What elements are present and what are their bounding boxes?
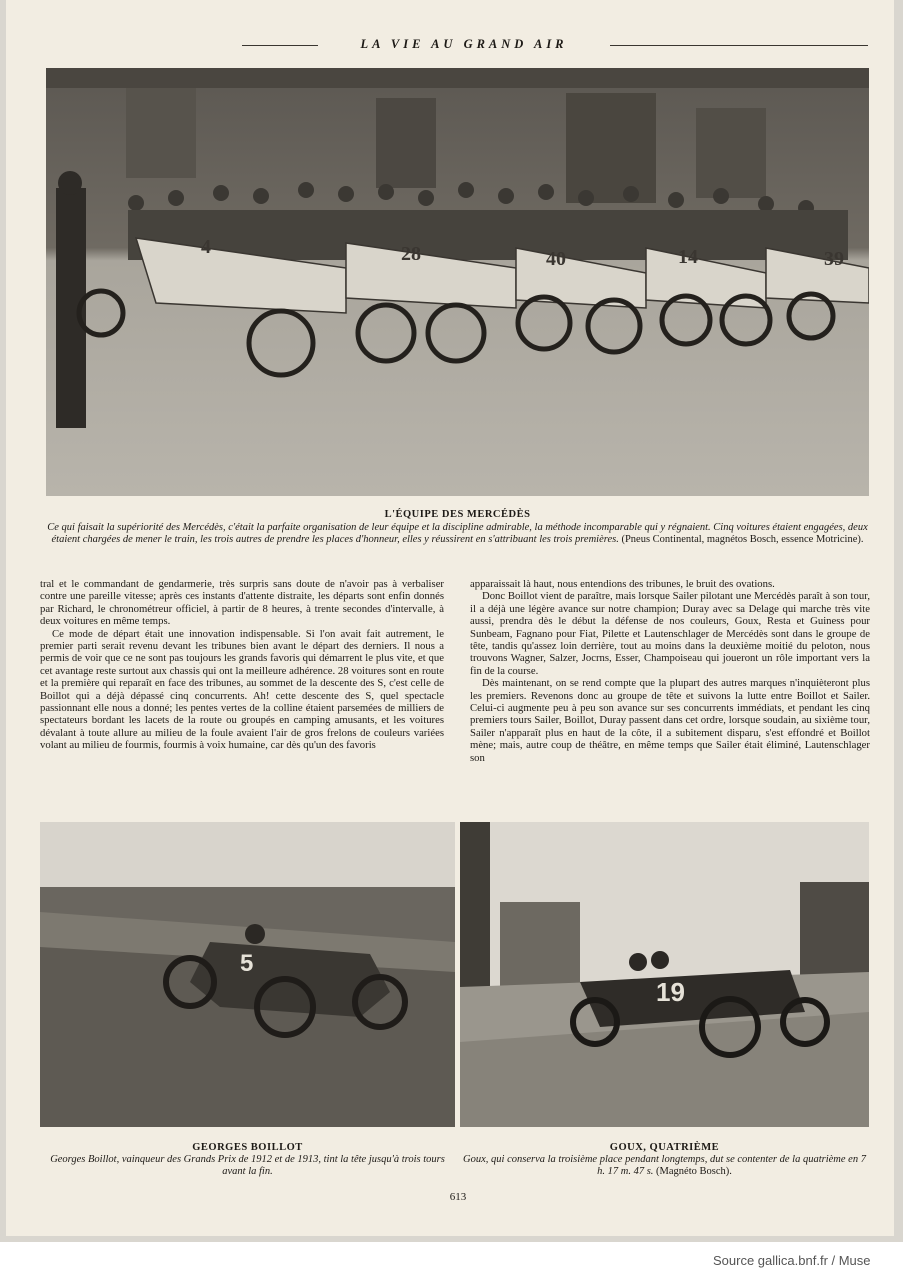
newspaper-page <box>6 0 894 1236</box>
top-caption-title: L'ÉQUIPE DES MERCÉDÈS <box>384 509 531 520</box>
article-paragraph: tral et le commandant de gendarmerie, très surpris sans doute de n'avoir pas à verbaliser contre une pareille vitesse; après ces instants d'attente distraite, les départs sont enfin donnés par Richard, le chronométreur officiel, à partir de 8 heures, à trente secondes d'intervalle, à deux voitures en même temps. <box>40 578 444 628</box>
car-number-label: 28 <box>401 243 421 265</box>
article-right-column <box>470 578 870 764</box>
top-caption-text <box>46 522 869 546</box>
goux-caption-title: GOUX, QUATRIÈME <box>609 1142 720 1153</box>
article-paragraph: Dès maintenant, on se rend compte que la plupart des autres marques n'inquièteront plus les premiers. Revenons donc au groupe de tête et suivons la lutte entre Boillot et Sailer. Celui-ci augmente peu à peu son avance sur ses concurrents immédiats, et pendant les cinq premiers tours Sailer, Boillot, Duray passent dans cet ordre, lorsque soudain, au sixième tour, Sailer n'apparaît plus en haut de la côte, il a subitement disparu, s'est effondré et Boillot mène; mais, autre coup de théâtre, en même temps que Sailer était éliminé, Lautenschlager son <box>470 677 870 764</box>
article-paragraph: Ce mode de départ était une innovation indispensable. Si l'on avait fait autrement, le premier parti serait revenu devant les tribunes bien avant le départ des derniers. Il nous a permis de voir que ce ne sont pas toujours les grands favoris qui démarrent le plus vite, et que cet avantage reste surtout aux chassis qui ont la meilleure adhérence. 28 voitures sont en route et la première qui reparaît en face des tribunes, au sommet de la descente des S, c'est celle de Boillot qui a déjà dépassé cinq concurrents. Ah! cette descente des S, quel spectacle passionnant elle nous a donné; les pentes vertes de la colline étaient parsemées de milliers de spectateurs bordant les lacets de la route ou groupés en camping amusants, et les voitures dévalant à toute allure au milieu de la foule avaient l'air de gros frelons de couleurs variées volant au milieu de fourmis, fourmis à voix humaine, car dès qu'un des favoris <box>40 627 444 752</box>
source-credit: Source gallica.bnf.fr / Muse <box>713 1253 871 1268</box>
mercedes-team-photo <box>46 68 869 496</box>
article-paragraph: Donc Boillot vient de paraître, mais lorsque Sailer pilotant une Mercédès paraît à son tour, il a déjà une légère avance sur notre champion; Duray avec sa Delage qui marche très vite aussi, prendra dès le début la défense de nos couleurs, Goux, Resta et Guiness pour Sunbeam, Fagnano pour Fiat, Pilette et Lautenschlager de Mercédès sont dans le groupe de tête, tandis qu'assez loin derrière, tout au moins dans la deuxième moitié du peloton, nous trouvons Wagner, Salzer, Jocrns, Esser, Champoiseau qui joueront un rôle important vers la fin de la course. <box>470 590 870 677</box>
car-number-label: 19 <box>656 977 685 1007</box>
car-number-label: 39 <box>824 248 844 270</box>
header-rule-left <box>242 45 318 46</box>
page-header-title: LA VIE AU GRAND AIR <box>360 37 568 51</box>
goux-caption-italic: Goux, qui conserva la troisième place pendant longtemps, dut se contenter de la quatrième en 7 h. 17 m. 47 s. <box>463 1154 866 1177</box>
article-paragraph: apparaissait là haut, nous entendions des tribunes, le bruit des ovations. <box>470 578 775 590</box>
boillot-caption-title: GEORGES BOILLOT <box>192 1142 303 1153</box>
boillot-photo <box>40 822 455 1127</box>
boillot-caption-text: Georges Boillot, vainqueur des Grands Prix de 1912 et de 1913, tint la tête jusqu'à trois tours avant la fin. <box>50 1154 445 1177</box>
car-number-label: 4 <box>201 236 211 258</box>
goux-caption-text <box>460 1154 869 1178</box>
car-number-label: 40 <box>546 248 566 270</box>
top-caption-plain: (Pneus Continental, magnétos Bosch, essence Motricine). <box>618 534 864 545</box>
header-rule-right <box>610 45 868 46</box>
goux-photo <box>460 822 869 1127</box>
article-left-column <box>40 578 444 752</box>
car-number-label: 14 <box>678 246 698 268</box>
car-number-label: 5 <box>240 950 254 977</box>
goux-caption-plain: (Magnéto Bosch). <box>653 1166 732 1177</box>
top-caption-italic: Ce qui faisait la supériorité des Mercédès, c'était la parfaite organisation de leur équipe et la discipline admirable, la méthode incomparable qui y régnaient. Cinq voitures étaient engagées, deux étaient chargées de mener le train, les trois autres de prendre les places d'honneur, elles y réussirent en s'attribuant les trois premières. <box>47 522 868 545</box>
page-number: 613 <box>449 1191 467 1203</box>
